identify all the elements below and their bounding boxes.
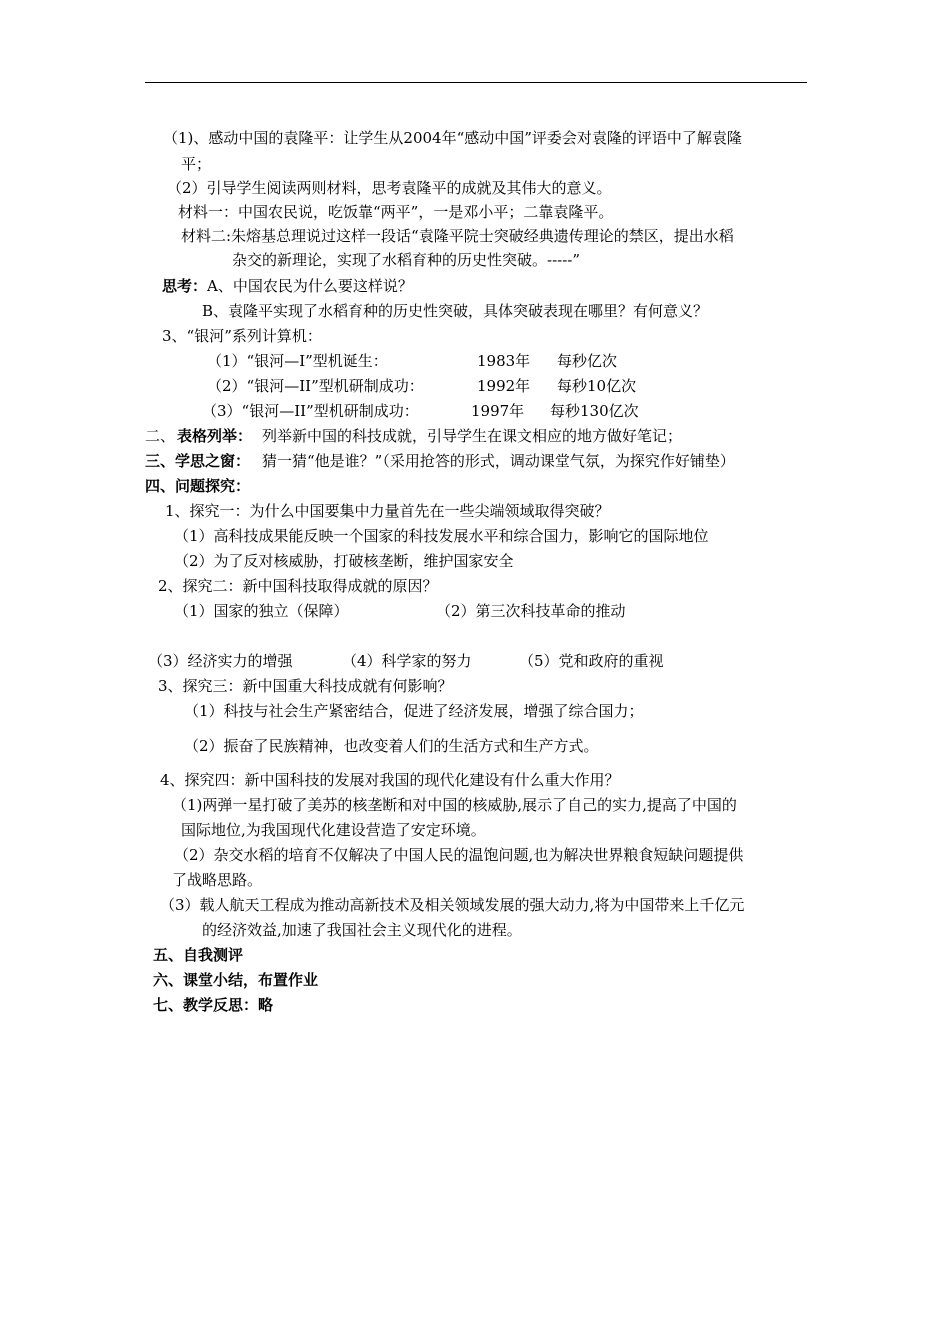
text-line: 的经济效益,加速了我国社会主义现代化的进程。 <box>202 921 522 939</box>
text-line: 列举新中国的科技成就，引导学生在课文相应的地方做好笔记； <box>262 427 683 445</box>
section-heading: 三、学思之窗： <box>145 452 251 470</box>
text-line: 2、探究二：新中国科技取得成就的原因？ <box>158 577 438 595</box>
text-line: （3）载人航天工程成为推动高新技术及相关领域发展的强大动力,将为中国带来上千亿元 <box>160 896 745 914</box>
text-line: （3）经济实力的增强 <box>148 652 293 670</box>
section-heading: 五、自我测评 <box>153 946 244 964</box>
text-line: （1）科技与社会生产紧密结合，促进了经济发展，增强了综合国力； <box>184 702 644 720</box>
text-line: 1、探究一：为什么中国要集中力量首先在一些尖端领域取得突破？ <box>165 502 610 520</box>
text-line: 国际地位,为我国现代化建设营造了安定环境。 <box>181 821 486 839</box>
text-line: 4、探究四：新中国科技的发展对我国的现代化建设有什么重大作用？ <box>160 771 620 789</box>
think-label: 思考： <box>162 277 208 295</box>
text-line: （3）“银河—II”型机研制成功： <box>202 402 419 420</box>
text-line: 了战略思路。 <box>172 871 263 889</box>
text-line: （2）引导学生阅读两则材料，思考袁隆平的成就及其伟大的意义。 <box>167 179 612 197</box>
text-line: （2）第三次科技革命的推动 <box>436 602 626 620</box>
text-line: （1)、感动中国的袁隆平：让学生从2004年“感动中国”评委会对袁隆的评语中了解袁隆 <box>163 129 742 147</box>
text-line: 平； <box>181 155 212 173</box>
text-line: （2）为了反对核威胁，打破核垄断，维护国家安全 <box>174 552 514 570</box>
text-line: 每秒10亿次 <box>557 377 637 395</box>
text-line: （2）杂交水稻的培育不仅解决了中国人民的温饱问题,也为解决世界粮食短缺问题提供 <box>174 846 744 864</box>
text-line: 每秒亿次 <box>557 352 618 370</box>
text-line: 二、 <box>145 427 176 445</box>
text-line: 杂交的新理论，实现了水稻育种的历史性突破。-----” <box>232 251 581 269</box>
text-line: 猜一猜“他是谁？”（采用抢答的形式，调动课堂气氛，为探究作好铺垫） <box>262 452 735 470</box>
text-line: （1）“银河—I”型机诞生： <box>207 352 388 370</box>
text-line: 3、探究三：新中国重大科技成就有何影响？ <box>158 677 453 695</box>
section-heading: 七、教学反思：略 <box>153 996 274 1014</box>
text-line: （1）高科技成果能反映一个国家的科技发展水平和综合国力，影响它的国际地位 <box>174 527 709 545</box>
text-line: 1992年 <box>477 377 531 395</box>
text-line: （1）国家的独立（保障） <box>174 602 349 620</box>
text-line: （2）“银河—II”型机研制成功： <box>207 377 424 395</box>
text-line: 每秒130亿次 <box>550 402 639 420</box>
section-heading: 四、问题探究： <box>145 477 251 495</box>
text-line: 材料一：中国农民说，吃饭靠“两平”，一是邓小平；二靠袁隆平。 <box>178 203 614 221</box>
section-heading: 表格列举： <box>177 427 253 445</box>
text-line: （2）振奋了民族精神，也改变着人们的生活方式和生产方式。 <box>184 737 599 755</box>
text-line: （1)两弹一星打破了美苏的核垄断和对中国的核威胁,展示了自己的实力,提高了中国的 <box>172 796 737 814</box>
text-line: 1983年 <box>477 352 531 370</box>
section-heading: 六、课堂小结，布置作业 <box>153 971 319 989</box>
text-line: 1997年 <box>471 402 525 420</box>
text-line: B、袁隆平实现了水稻育种的历史性突破，具体突破表现在哪里？有何意义？ <box>202 302 709 320</box>
text-line: （5）党和政府的重视 <box>519 652 664 670</box>
text-line: 3、“银河”系列计算机： <box>162 327 322 345</box>
header-rule <box>145 82 807 83</box>
text-line: 材料二:朱熔基总理说过这样一段话“袁隆平院士突破经典遗传理论的禁区，提出水稻 <box>181 227 734 245</box>
text-line: A、中国农民为什么要这样说？ <box>207 277 413 295</box>
text-line: （4）科学家的努力 <box>342 652 472 670</box>
